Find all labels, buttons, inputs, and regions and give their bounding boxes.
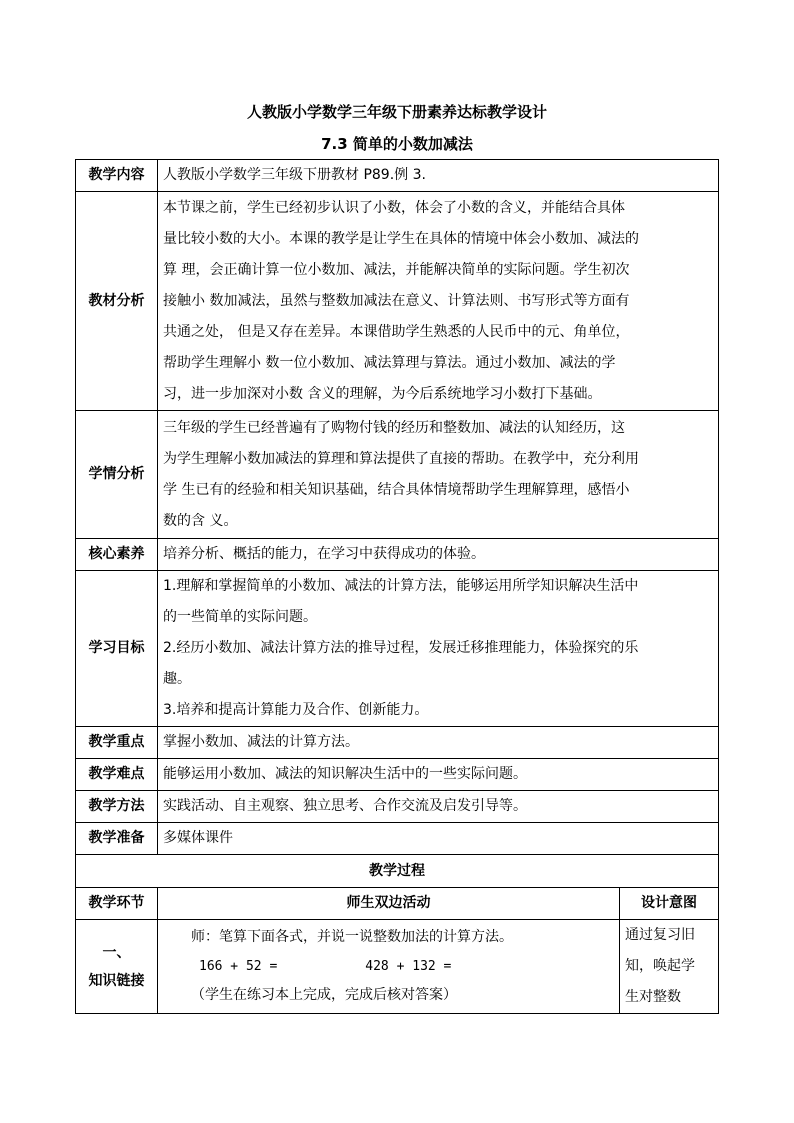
row-difficult-points (76, 759, 719, 791)
value-core-literacy: 培养分析、概括的能力，在学习中获得成功的体验。 (158, 539, 719, 571)
stage-intent: 通过复习旧 知，唤起学 生对整数 (620, 920, 719, 1014)
label-teaching-methods: 教学方法 (76, 791, 158, 823)
row-teaching-preparation (76, 823, 719, 855)
label-core-literacy: 核心素养 (76, 539, 158, 571)
process-heading: 教学过程 (76, 855, 719, 888)
activity-formulas (163, 952, 614, 981)
lesson-plan-table (75, 159, 719, 1014)
formula-2: 428 + 132 = (365, 959, 452, 974)
stage-activity (158, 920, 620, 1014)
label-teaching-content: 教学内容 (76, 160, 158, 192)
row-teaching-content (76, 160, 719, 192)
value-teaching-methods: 实践活动、自主观察、独立思考、合作交流及启发引导等。 (158, 791, 719, 823)
label-difficult-points: 教学难点 (76, 759, 158, 791)
label-key-points: 教学重点 (76, 727, 158, 759)
row-key-points (76, 727, 719, 759)
value-difficult-points: 能够运用小数加、减法的知识解决生活中的一些实际问题。 (158, 759, 719, 791)
row-teaching-methods (76, 791, 719, 823)
activity-line-3: （学生在练习本上完成，完成后核对答案） (191, 987, 457, 1003)
document-title: 人教版小学数学三年级下册素养达标教学设计 (246, 103, 547, 121)
value-key-points: 掌握小数加、减法的计算方法。 (158, 727, 719, 759)
value-learning-objectives: 1.理解和掌握简单的小数加、减法的计算方法，能够运用所学知识解决生活中 的一些简单的实际问题。 2.经历小数加、减法计算方法的推导过程，发展迁移推理能力，体验探究的乐 趣。 3.培养和提高计算能力及合作、创新能力。 (158, 571, 719, 727)
label-learning-objectives: 学习目标 (76, 571, 158, 727)
value-teaching-content: 人教版小学数学三年级下册教材 P89.例 3. (158, 160, 719, 192)
row-process-columns (76, 888, 719, 920)
stage-label-line2: 知识链接 (88, 972, 145, 989)
value-material-analysis: 本节课之前，学生已经初步认识了小数，体会了小数的含义，并能结合具体 量比较小数的大小。本课的教学是让学生在具体的情境中体会小数加、减法的 算 理，会正确计算一位小数加、减法，并能解决简单的实际问题。学生初次 接触小 数加减法，虽然与整数加减法在意义、计算法则、书写形式等方面有 共通之处， 但是又存在差异。本课借助学生熟悉的人民币中的元、角单位， 帮助学生理解小 数一位小数加、减法算理与算法。通过小数加、减法的学 习，进一步加深对小数 含义的理解，为今后系统地学习小数打下基础。 (158, 192, 719, 411)
label-teaching-preparation: 教学准备 (76, 823, 158, 855)
lesson-subtitle: 7.3 简单的小数加减法 (321, 135, 473, 153)
label-learner-analysis: 学情分析 (76, 411, 158, 539)
row-material-analysis (76, 192, 719, 411)
row-learner-analysis (76, 411, 719, 539)
row-core-literacy (76, 539, 719, 571)
value-learner-analysis: 三年级的学生已经普遍有了购物付钱的经历和整数加、减法的认知经历，这 为学生理解小数加减法的算理和算法提供了直接的帮助。在教学中，充分利用 学 生已有的经验和相关知识基础，结合具体情境帮助学生理解算理，感悟小 数的含 义。 (158, 411, 719, 539)
stage-label (76, 920, 158, 1014)
row-stage-knowledge-link (76, 920, 719, 1014)
row-learning-objectives (76, 571, 719, 727)
label-material-analysis: 教材分析 (76, 192, 158, 411)
col-header-activity: 师生双边活动 (158, 888, 620, 920)
activity-line-1: 师：笔算下面各式，并说一说整数加法的计算方法。 (191, 929, 513, 945)
formula-1: 166 + 52 = (199, 959, 278, 974)
col-header-stage: 教学环节 (76, 888, 158, 920)
col-header-intent: 设计意图 (620, 888, 719, 920)
stage-label-line1: 一、 (102, 944, 131, 961)
row-process-heading (76, 855, 719, 888)
value-teaching-preparation: 多媒体课件 (158, 823, 719, 855)
